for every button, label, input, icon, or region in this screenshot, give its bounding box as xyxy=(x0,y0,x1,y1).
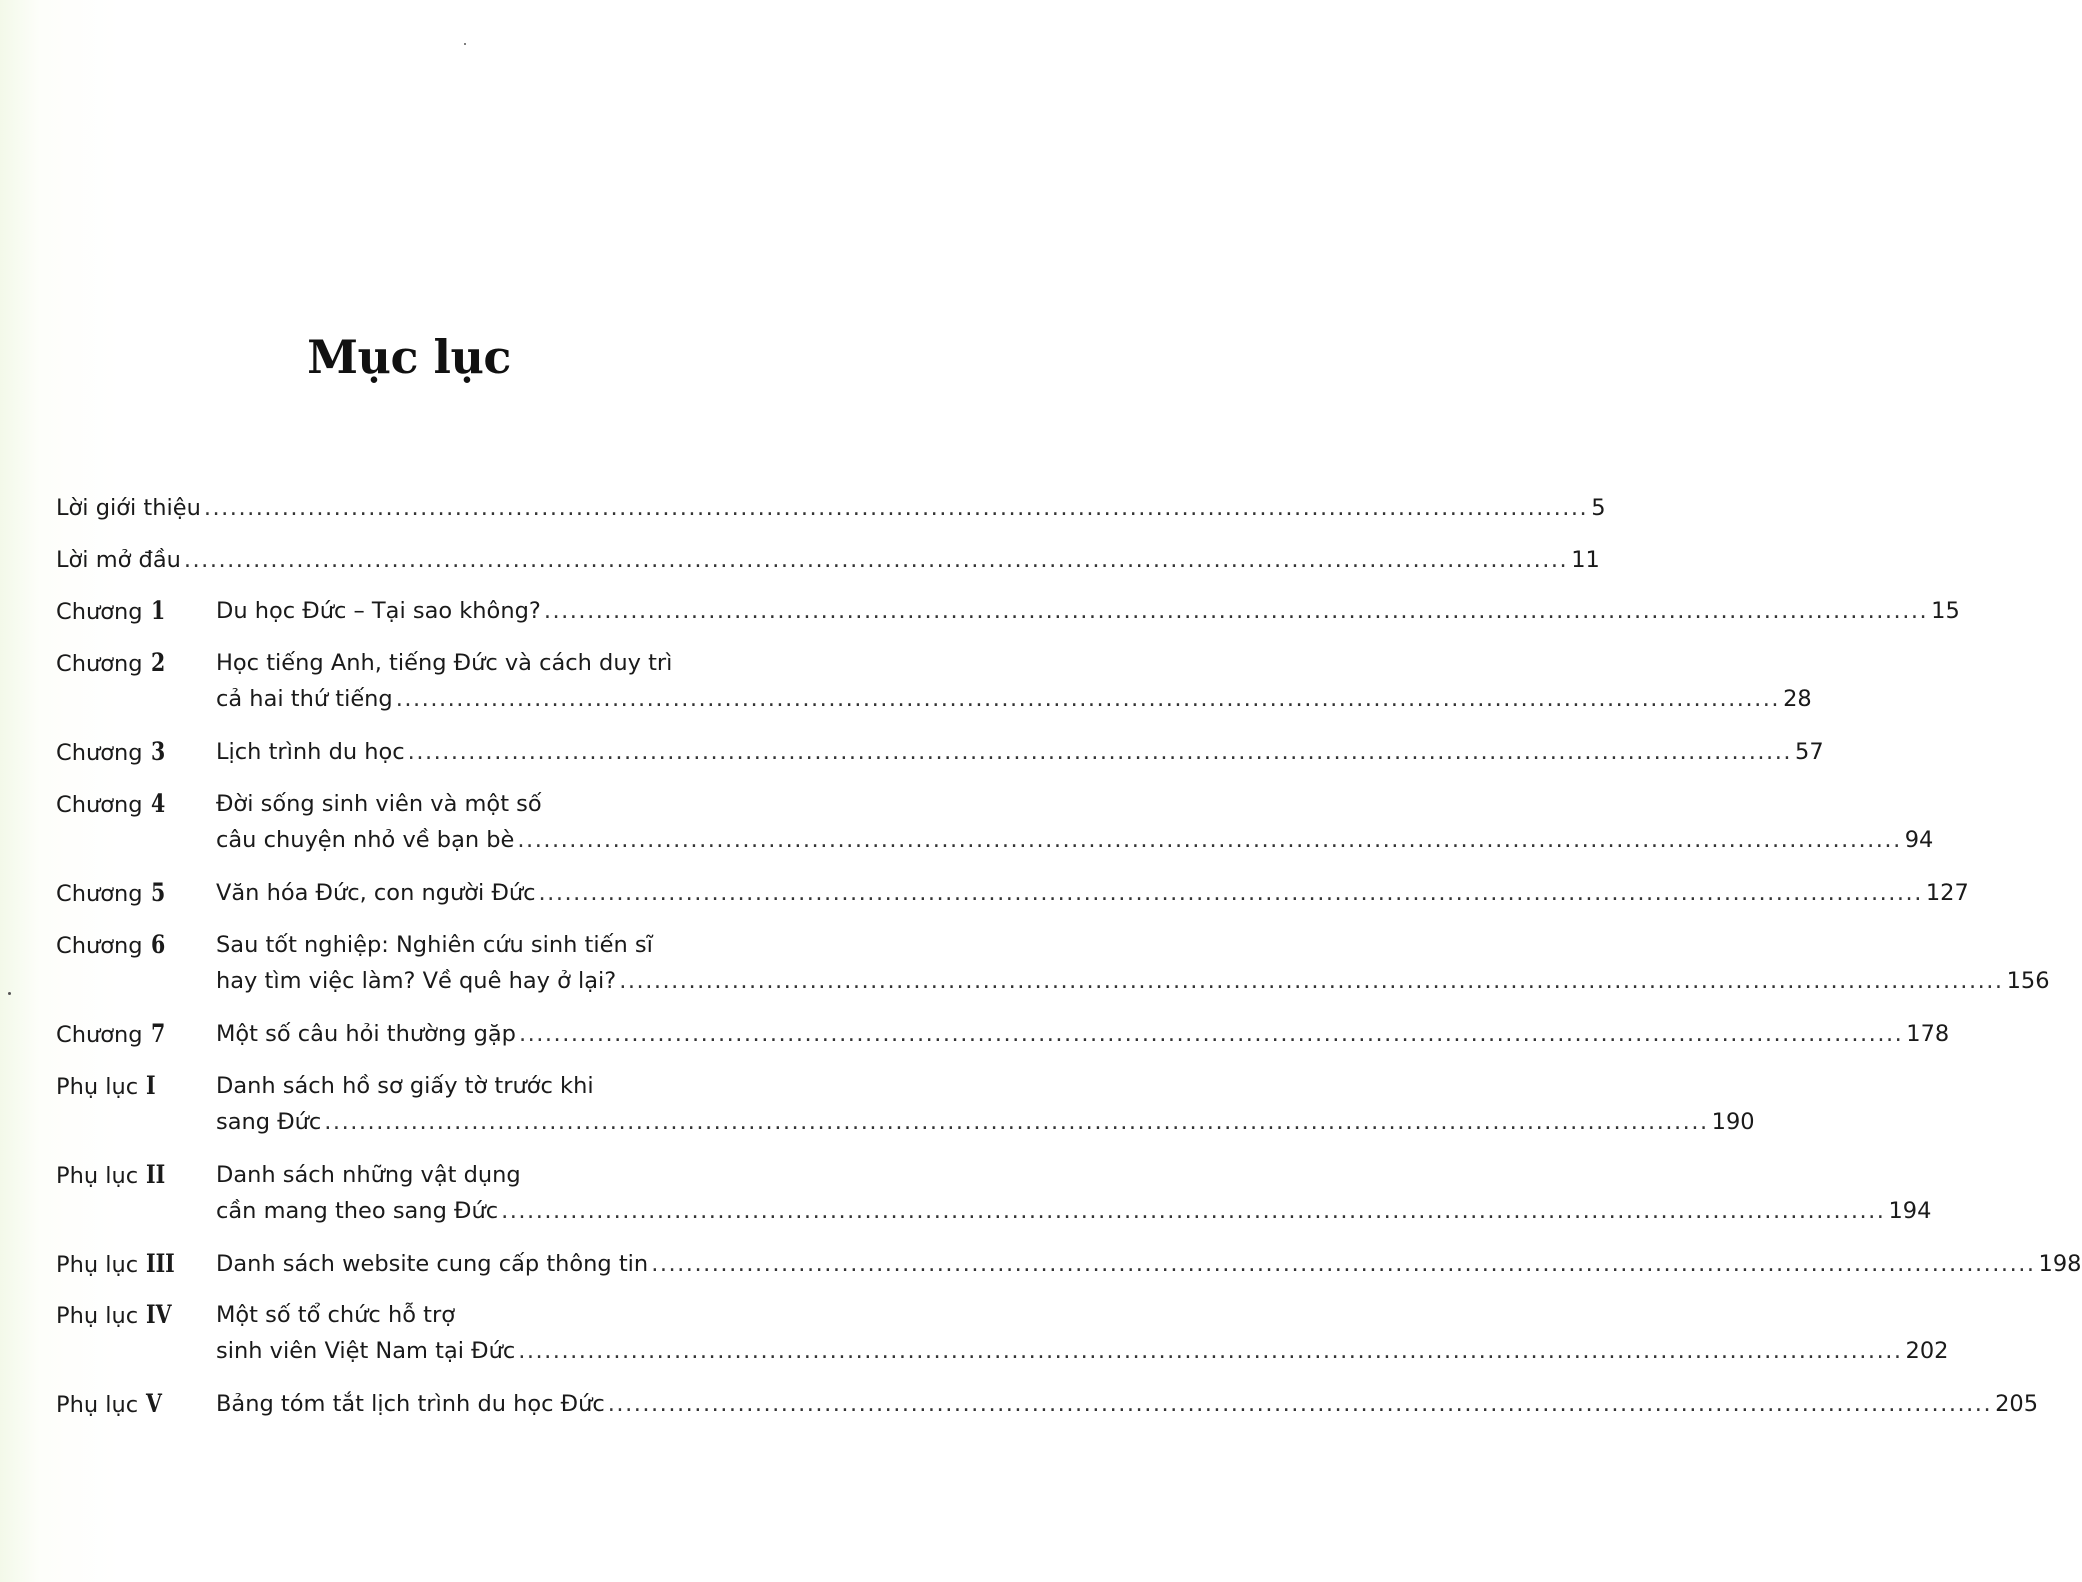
print-speck xyxy=(8,992,11,995)
entry-title: Lời mở đầu xyxy=(56,547,181,573)
entry-number: III xyxy=(146,1249,175,1278)
page-title: Mục lục xyxy=(307,330,511,384)
page-number: 57 xyxy=(1795,739,1824,765)
entry-title: Lời giới thiệu xyxy=(56,495,201,521)
toc-entry[interactable] xyxy=(0,878,1969,914)
entry-label xyxy=(56,737,168,768)
entry-label xyxy=(56,1249,181,1280)
page-number: 15 xyxy=(1931,598,1960,624)
entry-number: 3 xyxy=(150,737,165,766)
toc-entry[interactable] xyxy=(0,1071,1755,1143)
entry-title: Danh sách hồ sơ giấy tờ trước khi xyxy=(216,1073,594,1099)
toc-entry[interactable] xyxy=(0,1249,2082,1285)
entry-title: sang Đức xyxy=(216,1109,322,1135)
entry-label xyxy=(56,596,168,627)
entry-number: V xyxy=(146,1389,163,1418)
entry-number: 6 xyxy=(150,930,165,959)
entry-line xyxy=(216,878,1969,908)
page-number: 190 xyxy=(1711,1109,1755,1135)
entry-number: 7 xyxy=(150,1019,165,1048)
dot-leader: ................................................................................................................................................................ xyxy=(518,1021,1904,1047)
page-number: 156 xyxy=(2006,968,2050,994)
entry-title: Bảng tóm tắt lịch trình du học Đức xyxy=(216,1391,605,1417)
entry-number: 1 xyxy=(150,596,165,625)
entry-label-word: Chương xyxy=(56,933,143,959)
entry-title: sinh viên Việt Nam tại Đức xyxy=(216,1338,516,1364)
entry-line xyxy=(216,825,1934,855)
dot-leader: ................................................................................................................................................................ xyxy=(607,1391,1993,1417)
entry-line xyxy=(56,493,1606,523)
page-number: 94 xyxy=(1904,827,1934,853)
toc-entry[interactable] xyxy=(0,545,1600,581)
toc-entry[interactable] xyxy=(0,737,1824,773)
entry-title: Danh sách những vật dụng xyxy=(216,1162,521,1188)
page-number: 205 xyxy=(1995,1391,2039,1417)
entry-title: câu chuyện nhỏ về bạn bè xyxy=(216,827,515,853)
entry-label xyxy=(56,1071,158,1102)
entry-number: 5 xyxy=(150,878,165,907)
entry-label-word: Chương xyxy=(56,792,143,818)
entry-label xyxy=(56,1160,170,1191)
dot-leader: ................................................................................................................................................................ xyxy=(619,968,2004,994)
dot-leader: ................................................................................................................................................................ xyxy=(407,739,1793,765)
entry-label xyxy=(56,1019,168,1050)
page-number: 127 xyxy=(1925,880,1969,906)
entry-label xyxy=(56,878,168,909)
print-speck xyxy=(464,43,466,45)
page-number: 5 xyxy=(1591,495,1606,521)
dot-leader: ................................................................................................................................................................ xyxy=(651,1251,2036,1277)
entry-number: II xyxy=(146,1160,166,1189)
entry-line xyxy=(56,545,1600,575)
entry-title: cần mang theo sang Đức xyxy=(216,1198,499,1224)
dot-leader: ................................................................................................................................................................ xyxy=(395,686,1781,712)
page-number: 198 xyxy=(2038,1251,2082,1277)
entry-label-word: Phụ lục xyxy=(56,1252,139,1278)
dot-leader: ................................................................................................................................................................ xyxy=(543,598,1929,624)
dot-leader: ................................................................................................................................................................ xyxy=(183,547,1569,573)
entry-label xyxy=(56,1389,166,1420)
page-number: 11 xyxy=(1571,547,1600,573)
dot-leader: ................................................................................................................................................................ xyxy=(324,1109,1709,1135)
entry-title: Du học Đức – Tại sao không? xyxy=(216,598,541,624)
toc-entry[interactable] xyxy=(0,648,1812,720)
entry-line xyxy=(216,737,1824,767)
entry-label xyxy=(56,648,168,679)
entry-label-word: Chương xyxy=(56,651,143,677)
entry-label-word: Chương xyxy=(56,599,143,625)
entry-label-word: Phụ lục xyxy=(56,1074,139,1100)
entry-title: Học tiếng Anh, tiếng Đức và cách duy trì xyxy=(216,650,673,676)
entry-title: hay tìm việc làm? Về quê hay ở lại? xyxy=(216,968,617,994)
toc-entry[interactable] xyxy=(0,493,1606,529)
dot-leader: ................................................................................................................................................................ xyxy=(517,827,1902,853)
entry-label-word: Phụ lục xyxy=(56,1163,139,1189)
entry-title: Một số câu hỏi thường gặp xyxy=(216,1021,516,1047)
entry-line xyxy=(216,1389,2039,1419)
entry-number: I xyxy=(146,1071,156,1100)
entry-label-word: Phụ lục xyxy=(56,1392,139,1418)
entry-line xyxy=(216,966,2050,996)
entry-line xyxy=(216,1019,1950,1049)
entry-label-word: Chương xyxy=(56,1022,143,1048)
entry-label xyxy=(56,1300,177,1331)
entry-line xyxy=(216,1336,1949,1366)
entry-title: Sau tốt nghiệp: Nghiên cứu sinh tiến sĩ xyxy=(216,932,653,958)
toc-entry[interactable] xyxy=(0,1160,1932,1232)
entry-title: cả hai thứ tiếng xyxy=(216,686,393,712)
page-number: 194 xyxy=(1888,1198,1932,1224)
entry-number: IV xyxy=(146,1300,172,1329)
entry-title: Một số tổ chức hỗ trợ xyxy=(216,1302,455,1328)
entry-title: Lịch trình du học xyxy=(216,739,405,765)
dot-leader: ................................................................................................................................................................ xyxy=(538,880,1923,906)
entry-title: Văn hóa Đức, con người Đức xyxy=(216,880,536,906)
entry-line xyxy=(216,1107,1755,1137)
toc-entry[interactable] xyxy=(0,1389,2039,1425)
entry-number: 2 xyxy=(150,648,165,677)
entry-label-word: Chương xyxy=(56,881,143,907)
entry-line xyxy=(216,1196,1932,1226)
dot-leader: ................................................................................................................................................................ xyxy=(518,1338,1903,1364)
entry-label xyxy=(56,930,168,961)
toc-entry[interactable] xyxy=(0,789,1934,861)
entry-line xyxy=(216,1249,2082,1279)
page-number: 202 xyxy=(1905,1338,1949,1364)
page-number: 178 xyxy=(1906,1021,1950,1047)
dot-leader: ................................................................................................................................................................ xyxy=(501,1198,1886,1224)
entry-label-word: Chương xyxy=(56,740,143,766)
page-number: 28 xyxy=(1783,686,1812,712)
entry-label-word: Phụ lục xyxy=(56,1303,139,1329)
dot-leader: ................................................................................................................................................................ xyxy=(203,495,1589,521)
entry-line xyxy=(216,596,1960,626)
entry-line xyxy=(216,684,1812,714)
entry-title: Đời sống sinh viên và một số xyxy=(216,791,542,817)
toc-entry[interactable] xyxy=(0,930,2050,1002)
toc-entry[interactable] xyxy=(0,1019,1950,1055)
toc-entry[interactable] xyxy=(0,1300,1949,1372)
entry-title: Danh sách website cung cấp thông tin xyxy=(216,1251,649,1277)
entry-number: 4 xyxy=(150,789,165,818)
toc-entry[interactable] xyxy=(0,596,1960,632)
entry-label xyxy=(56,789,168,820)
